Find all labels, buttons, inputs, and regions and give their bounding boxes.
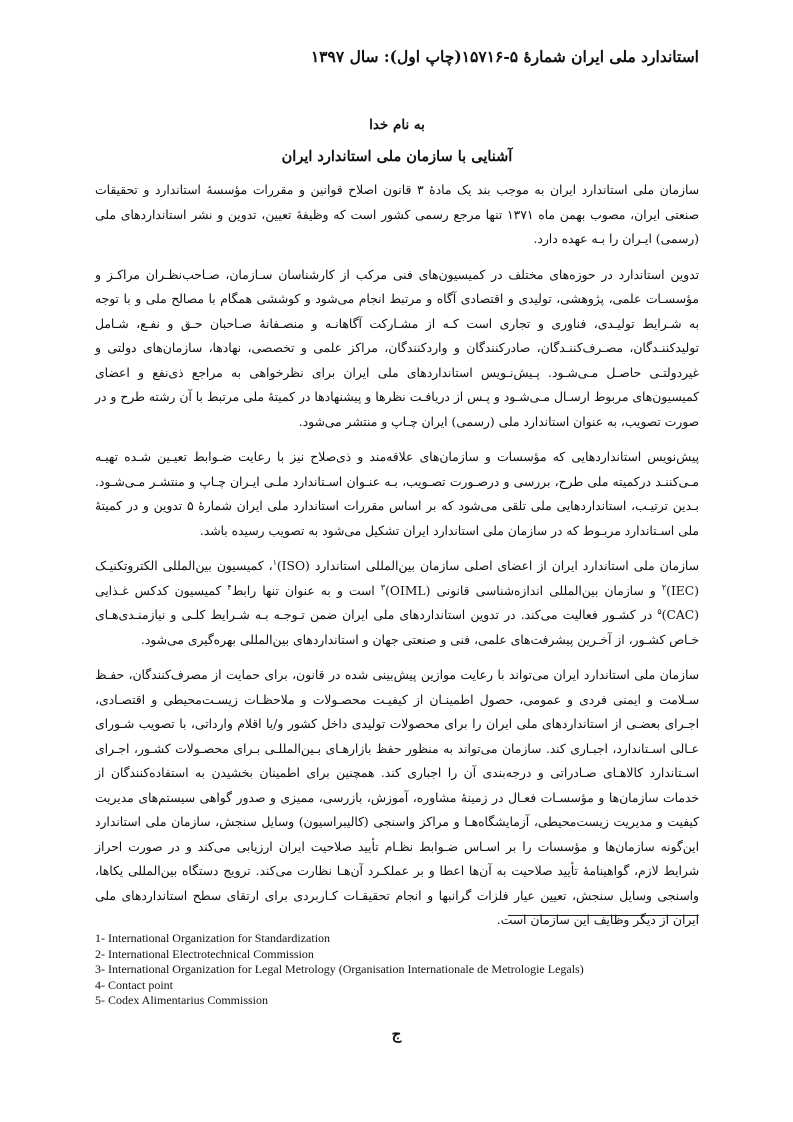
footnote-divider bbox=[508, 915, 699, 916]
document-header: استاندارد ملی ایران شمارۀ ۵-۱۵۷۱۶(چاپ اول): سال ۱۳۹۷ bbox=[310, 47, 699, 66]
paragraph-4-text-a: سازمان ملی استاندارد ایران از اعضای اصلی سازمان بین‌المللی استاندارد (ISO) bbox=[276, 559, 699, 573]
paragraph-2: تدوین استاندارد در حوزه‌های مختلف در کمیسیون‌های فنی مرکب از کارشناسان سـازمان، صـاحب‌نظـران مراکـز و مؤسسـات علمی، پژوهشی، تولیدی و اقتصادی آگاه و مرتبط انجام می‌شود و کوششی همگام با مصالح ملی و با توجه به شـرایط تولیـدی، فناوری و تجاری است کـه از مشـارکت آگاهانـه و منصـفانۀ صـاحبان حـق و نفـع، شـامل تولیدکننـدگان، مصـرف‌کننـدگان، صادرکنندگان و واردکنندگان، مراکز علمی و تخصصی، نهادها، سازمان‌های دولتی و غیردولتـی حاصـل مـی‌شـود. پـیش‌نـویس استانداردهای ملی ایران برای نظرخواهی به مراجع ذی‌نفع و اعضای کمیسیون‌های مربوط ارسـال مـی‌شـود و پـس از دریافـت نظرها و پیشنهادها در کمیتۀ ملی مرتبط با آن رشته طرح و در صورت تصویب، به عنوان استاندارد ملی (رسمی) ایران چـاپ و منتشر می‌شود. bbox=[95, 267, 699, 429]
paragraph-4 bbox=[95, 554, 699, 652]
footnote-ref-1: ۱ bbox=[272, 557, 277, 567]
page-number: ج bbox=[391, 1025, 402, 1043]
footnote-1: 1- International Organization for Standardization bbox=[95, 931, 331, 945]
basmala-heading: به نام خدا bbox=[369, 117, 425, 133]
paragraph-4-text-e: کمیسیون کدکس غـذایی (CAC) bbox=[95, 583, 699, 622]
paragraph-4-text-d: است و به عنوان تنها رابط bbox=[231, 583, 381, 598]
footnote-ref-2: ۲ bbox=[661, 582, 667, 592]
paragraph-3: پیش‌نویس استانداردهایی که مؤسسات و سازمان‌های علاقه‌مند و ذی‌صلاح نیز با رعایت ضـوابط تعیـین شـده تهیـه مـی‌کننـد درکمیته ملی طرح، بررسی و درصـورت تصـویب، بـه عنـوان اسـتاندارد ملـی ایـران چـاپ و منتشـر مـی‌شـود. بـدین ترتیـب، استانداردهایی ملی تلقی می‌شود که بر اساس مقررات استاندارد ملی ایران شمارۀ ۵ تدوین و در کمیتۀ ملی اسـتاندارد مربـوط که در سازمان ملی استاندارد ایران تشکیل می‌شود به تصویب رسیده باشد. bbox=[95, 450, 699, 538]
footnote-ref-5: ۵ bbox=[657, 606, 662, 616]
paragraph-4-text-b: ، کمیسیون بین‌المللی الکتروتکنیـک (IEC) bbox=[95, 559, 699, 598]
paragraph-4-text-f: در کشـور فعالیت می‌کند. در تدوین استانداردهای ملی ایران ضمن تـوجـه بـه شـرایط کلـی و نیازمنـدی‌هـای خـاص کشـور، از آخـرین پیشرفت‌های علمی، فنی و صنعتی جهان و استانداردهای بین‌المللی بهره‌گیری می‌شود. bbox=[95, 608, 699, 647]
paragraph-5: سازمان ملی استاندارد ایران می‌تواند با رعایت موازین پیش‌بینی شده در قانون، برای حمایت از مصرف‌کنندگان، حفـظ سـلامت و ایمنی فردی و عمومی، حصول اطمینـان از کیفیـت محصـولات و ملاحظـات زیسـت‌محیطی و اقتصـادی، اجـرای بعضـی از استانداردهای ملی ایران را برای محصولات تولیدی داخل کشور و/یا اقلام وارداتی، با تصویب شـورای عـالی اسـتاندارد، اجبـاری کند. سازمان می‌تواند به منظور حفظ بازارهـای بـین‌المللـی بـرای محصـولات کشـور، اجـرای اسـتاندارد کالاهـای صـادراتی و درجه‌بندی آن را اجباری کند. همچنین برای اطمینان بخشیدن به استفاده‌کنندگان از خدمات سازمان‌ها و مؤسسـات فعـال در زمینۀ مشاوره، آموزش، بازرسی، ممیزی و صدور گواهی سیستم‌های مدیریت کیفیت و مدیریت زیست‌محیطی، آزمایشگاه‌هـا و مراکز واسنجی (کالیبراسیون) وسایل سنجش، سازمان ملی استاندارد این‌گونه سازمان‌ها و مؤسسات را بر اسـاس ضـوابط نظـام تأیید صلاحیت ایران ارزیابی می‌کند و در صورت احراز شرایط لازم، گواهینامۀ تأیید صلاحیت به آن‌ها اعطا و بر عملکـرد آن‌هـا نظارت می‌کند. ترویج دستگاه بین‌المللی یکاها، واسنجی وسایل سنجش، تعیین عیار فلزات گرانبها و انجام تحقیقـات کـاربردی برای ارتقای سطح استانداردهای ملی ایران از دیگر وظایف این سازمان است. bbox=[95, 668, 699, 927]
body-text bbox=[95, 178, 699, 944]
footnote-3: 3- International Organization for Legal Metrology (Organisation Internationale de Metrologie Legals) bbox=[95, 962, 584, 976]
footnote-4: 4- Contact point bbox=[95, 977, 173, 992]
footnotes bbox=[95, 931, 715, 1009]
paragraph-1: سازمان ملی استاندارد ایران به موجب بند یک مادۀ ۳ قانون اصلاح قوانین و مقررات مؤسسۀ استاندارد و تحقیقات صنعتی ایران، مصوب بهمن ماه ۱۳۷۱ تنها مرجع رسمی کشور است که وظیفۀ تعیین، تدوین و نشر استانداردهای ملی (رسمی) ایـران را بـه عهده دارد. bbox=[95, 183, 699, 246]
page-title: آشنایی با سازمان ملی استاندارد ایران bbox=[281, 148, 513, 165]
footnote-2: 2- International Electrotechnical Commission bbox=[95, 946, 314, 961]
footnote-5: 5- Codex Alimentarius Commission bbox=[95, 993, 268, 1007]
paragraph-4-text-c: و سازمان بین‌المللی اندازه‌شناسی قانونی (OIML) bbox=[385, 583, 662, 598]
footnote-ref-4: ۴ bbox=[227, 582, 232, 592]
footnote-ref-3: ۳ bbox=[380, 582, 386, 592]
